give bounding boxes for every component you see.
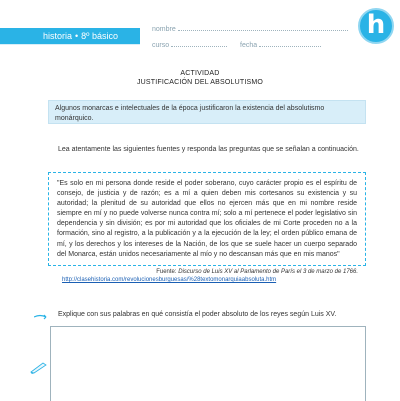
intro-box bbox=[48, 100, 366, 124]
banner-underline bbox=[0, 44, 140, 45]
name-field-label: nombre bbox=[152, 26, 176, 33]
instruction-text: Lea atentamente las siguientes fuentes y responda las preguntas que se señalan a continuación. bbox=[58, 146, 359, 153]
date-field[interactable] bbox=[240, 40, 321, 49]
name-field-line[interactable] bbox=[178, 24, 348, 31]
date-field-line[interactable] bbox=[259, 40, 321, 47]
question-text: Explique con sus palabras en qué consistía el poder absoluto de los reyes según Luis XV. bbox=[58, 311, 337, 318]
activity-title: ACTIVIDAD bbox=[180, 70, 220, 77]
source-citation bbox=[48, 268, 358, 276]
arrow-bullet-icon bbox=[34, 314, 50, 320]
name-field[interactable] bbox=[152, 24, 348, 33]
date-field-label: fecha bbox=[240, 42, 258, 49]
course-field[interactable] bbox=[152, 40, 227, 49]
source-label: Fuente: bbox=[156, 269, 177, 275]
intro-text: Algunos monarcas e intelectuales de la época justificaron la existencia del absolutismo monárquico. bbox=[55, 105, 325, 122]
course-field-label: curso bbox=[152, 42, 170, 49]
answer-area[interactable] bbox=[50, 326, 366, 401]
source-text: Discurso de Luis XV al Parlamento de París el 3 de marzo de 1766. bbox=[178, 269, 358, 275]
level-text: 8º básico bbox=[81, 31, 118, 41]
pencil-icon bbox=[30, 360, 48, 374]
source-link[interactable]: http://clasehistoria.com/revolucionesburguesas/%28textomonarquiaabsoluta.htm bbox=[62, 277, 277, 283]
activity-subtitle: JUSTIFICACIÓN DEL ABSOLUTISMO bbox=[136, 79, 264, 86]
logo-h-icon: h bbox=[358, 8, 394, 44]
course-field-line[interactable] bbox=[171, 40, 227, 47]
separator-dot: • bbox=[75, 31, 79, 41]
subject-level-label bbox=[43, 30, 118, 42]
quote-text: "Es solo en mi persona donde reside el poder soberano, cuyo carácter propio es el espíritu de consejo, de justicia y de razón; es a mí a quien deben mis cortesanos su existencia y su autoridad; la plenitud de su autoridad que ellos no ejercen más que en mi nombre reside siempre en mí y no puede volverse nunca contra mí; solo a mí pertenece el poder legislativo sin dependencia y sin división; es por mi autoridad que los oficiales de mi Corte proceden no a la formación, sino al registro, a la publicación y a la ejecución de la ley; el orden público emana de mí, y los derechos y los intereses de la Nación, de los que se suele hacer un cuerpo separado del Monarca, están unidos necesariamente al mío y no descansan más que en mis manos" bbox=[57, 180, 357, 258]
source-quote-box bbox=[48, 172, 366, 266]
subject-text: historia bbox=[43, 31, 73, 41]
